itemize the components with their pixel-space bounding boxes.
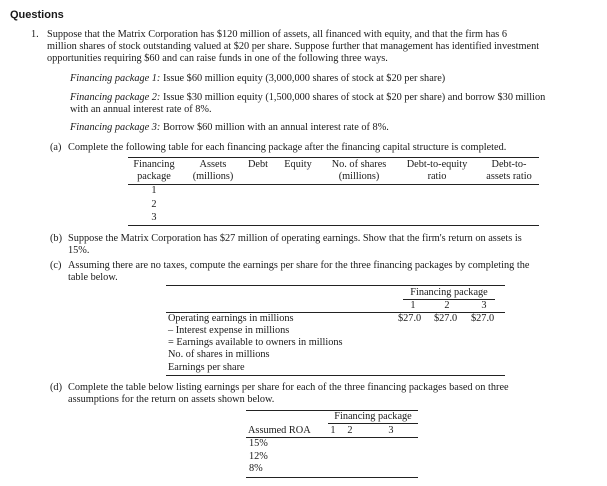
table-c-bottom-rule xyxy=(166,375,505,376)
part-b-label: (b) xyxy=(50,233,63,244)
header-shares: No. of shares xyxy=(331,159,387,170)
table-cell-value: $27.0 xyxy=(434,313,458,324)
table-row-package-2: 2 xyxy=(151,199,157,210)
column-header-2: 2 xyxy=(347,425,353,436)
table-row-label: – Interest expense in millions xyxy=(168,325,290,336)
roa-row-label: 15% xyxy=(249,438,268,449)
column-header-1: 1 xyxy=(410,300,416,311)
table-row-label: Earnings per share xyxy=(168,362,245,373)
question-line-2: million shares of stock outstanding valued at $20 per share. Suppose further that management has identified investment xyxy=(47,41,540,52)
table-c-top-rule xyxy=(166,285,505,286)
section-heading: Questions xyxy=(10,9,64,21)
package-label: Financing package 1: xyxy=(70,73,161,84)
part-a-label: (a) xyxy=(50,142,62,153)
table-row-package-3: 3 xyxy=(151,212,157,223)
header-debt-to-assets: Debt-to- xyxy=(491,159,527,170)
part-d-line-1: Complete the table below listing earnings per share for each of the three financing packages based on three xyxy=(68,382,509,393)
roa-row-label: 12% xyxy=(249,451,268,462)
table-row-label: No. of shares in millions xyxy=(168,349,270,360)
package-text: Issue $60 million equity (3,000,000 shares of stock at $20 per share) xyxy=(162,73,446,84)
group-header: Financing package xyxy=(410,287,488,298)
header-financing: Financing xyxy=(133,159,175,170)
header-assets: Assets xyxy=(199,159,227,170)
header-debt: Debt xyxy=(247,159,268,170)
part-d-label: (d) xyxy=(50,382,63,393)
header-debt-to-equity-ratio: ratio xyxy=(427,171,447,182)
table-cell-value: $27.0 xyxy=(398,313,422,324)
part-a-text: Complete the following table for each financing package after the financing capital structure is completed. xyxy=(68,142,507,153)
package-label: Financing package 2: xyxy=(70,92,161,103)
header-package: package xyxy=(137,171,171,182)
table-row-label: = Earnings available to owners in millions xyxy=(168,337,343,348)
part-d-line-2: assumptions for the return on assets shown below. xyxy=(68,394,275,405)
part-b-line-1: Suppose the Matrix Corporation has $27 million of operating earnings. Show that the firm's return on assets is xyxy=(68,233,522,244)
table-d-bottom-rule xyxy=(246,477,418,478)
part-c-line-1: Assuming there are no taxes, compute the earnings per share for the three financing packages by completing the xyxy=(68,260,530,271)
financing-package-2-cont: with an annual interest rate of 8%. xyxy=(70,104,212,115)
column-header-3: 3 xyxy=(481,300,487,311)
group-header: Financing package xyxy=(334,411,412,422)
package-text: Borrow $60 million with an annual interest rate of 8%. xyxy=(162,122,389,133)
table-row-package-1: 1 xyxy=(151,185,157,196)
table-d-header-rule xyxy=(246,437,418,438)
header-debt-to-assets-ratio: assets ratio xyxy=(486,171,532,182)
table-a-bottom-rule xyxy=(128,225,539,226)
header-equity: Equity xyxy=(284,159,312,170)
table-cell-value: $27.0 xyxy=(471,313,495,324)
header-assets-millions: (millions) xyxy=(192,171,234,182)
question-line-1: Suppose that the Matrix Corporation has $120 million of assets, all financed with equity, and that the firm has 6 xyxy=(47,29,508,40)
table-a-top-rule xyxy=(128,157,539,158)
question-line-3: opportunities requiring $60 and can raise funds in one of the following three ways. xyxy=(47,53,388,64)
table-row-label: Operating earnings in millions xyxy=(168,313,294,324)
column-header-1: 1 xyxy=(330,425,336,436)
roa-row-label: 8% xyxy=(249,463,263,474)
column-header-3: 3 xyxy=(388,425,394,436)
part-c-label: (c) xyxy=(50,260,62,271)
part-b-line-2: 15%. xyxy=(68,245,90,256)
financing-package-1 xyxy=(70,73,445,85)
column-header-2: 2 xyxy=(444,300,450,311)
header-shares-millions: (millions) xyxy=(338,171,380,182)
table-a-header-rule xyxy=(128,184,539,185)
package-label: Financing package 3: xyxy=(70,122,161,133)
question-number: 1. xyxy=(31,29,39,40)
package-text: Issue $30 million equity (1,500,000 shares of stock at $20 per share) and borrow $30 million xyxy=(162,92,546,103)
group-header-rule xyxy=(328,423,418,424)
financing-package-3 xyxy=(70,122,389,134)
part-c-line-2: table below. xyxy=(68,272,118,283)
row-header: Assumed ROA xyxy=(248,425,311,436)
header-debt-to-equity: Debt-to-equity xyxy=(406,159,468,170)
financing-package-2 xyxy=(70,92,545,104)
